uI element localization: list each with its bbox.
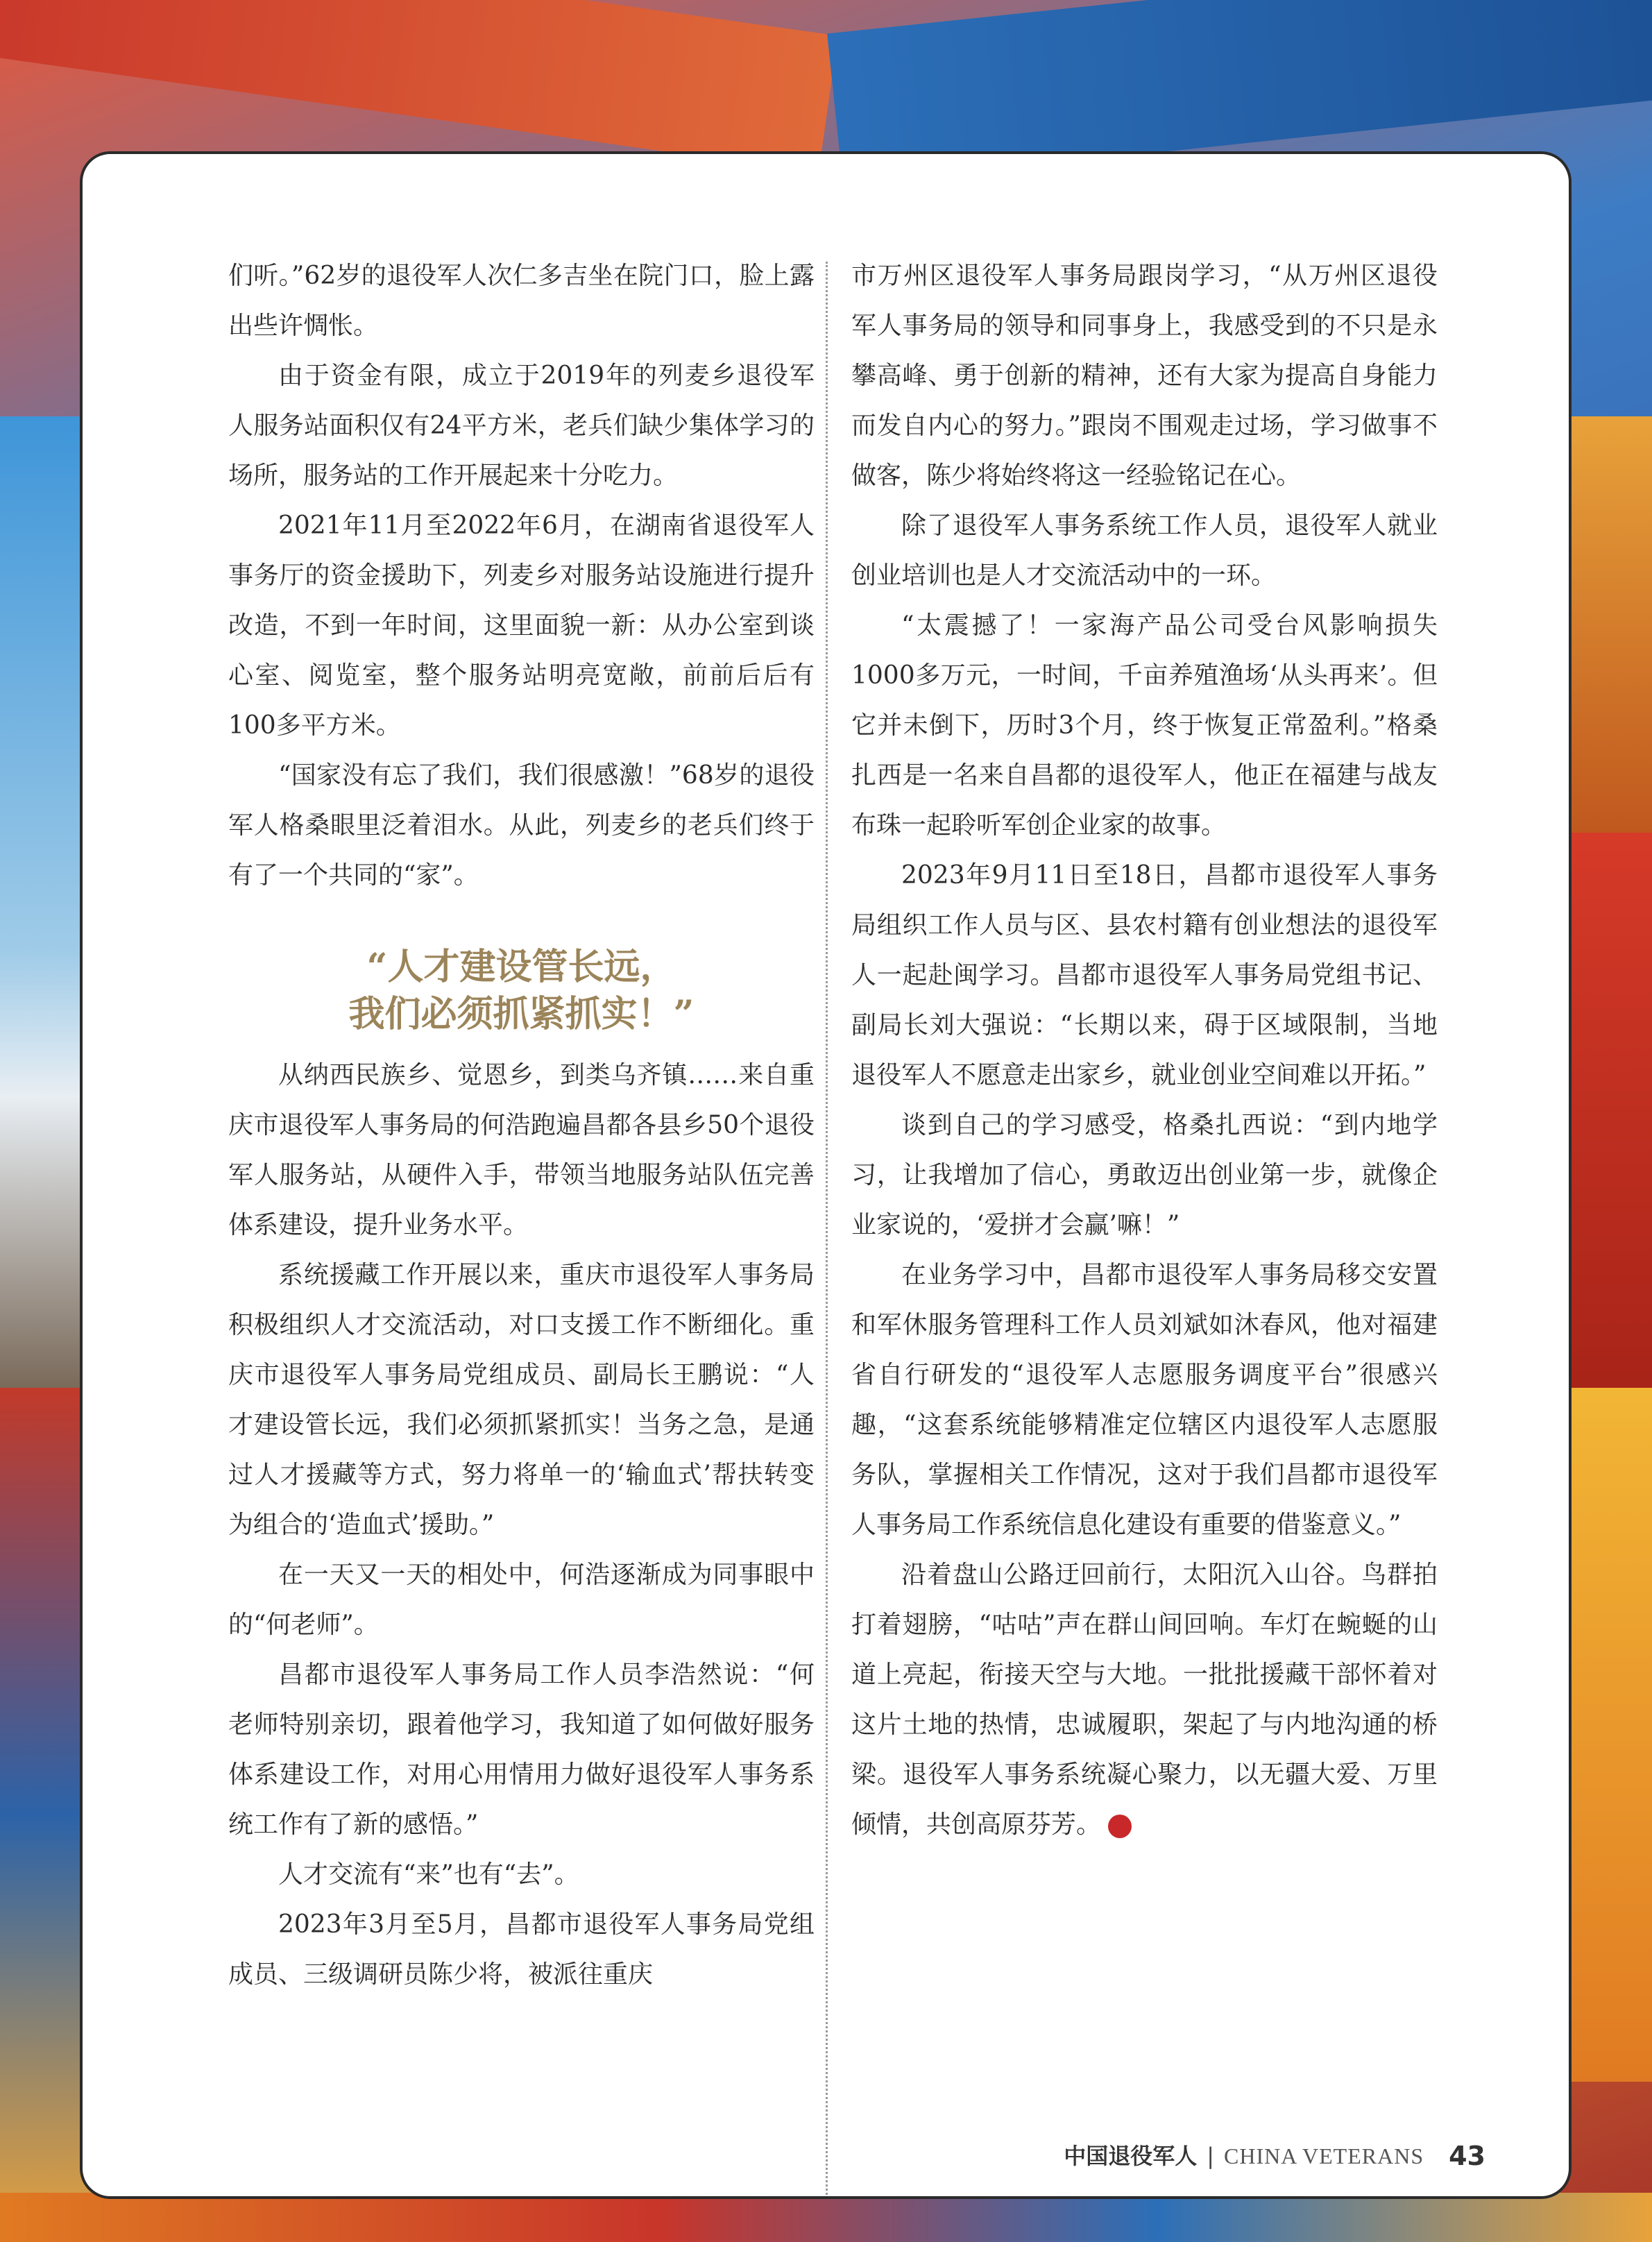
paragraph: 系统援藏工作开展以来，重庆市退役军人事务局积极组织人才交流活动，对口支援工作不断细化。重庆市退役军人事务局党组成员、副局长王鹏说：“人才建设管长远，我们必须抓紧抓实！当务之急，是通过人才援藏等方式，努力将单一的‘输血式’帮扶转变为组合的‘造血式’援助。”	[228, 1261, 815, 1539]
prayer-flag-bottom	[0, 2193, 1652, 2242]
section-heading-line-1: “人才建设管长远，	[366, 946, 676, 988]
paragraph: 人才交流有“来”也有“去”。	[278, 1860, 579, 1889]
paragraph-last	[851, 1550, 1438, 1850]
paragraph-last-text: 沿着盘山公路迂回前行，太阳沉入山谷。鸟群拍打着翅膀，“咕咕”声在群山间回响。车灯在蜿蜒的山道上亮起，衔接天空与大地。一批批援藏干部怀着对这片土地的热情，忠诚履职，架起了与内地沟通的桥梁。退役军人事务系统凝心聚力，以无疆大爱、万里倾情，共创高原芬芳。	[851, 1561, 1438, 1839]
paragraph: 2023年9月11日至18日，昌都市退役军人事务局组织工作人员与区、县农村籍有创业想法的退役军人一起赴闽学习。昌都市退役军人事务局党组书记、副局长刘大强说：“长期以来，碍于区域限制，当地退役军人不愿意走出家乡，就业创业空间难以开拓。”	[851, 861, 1438, 1089]
paragraph: 昌都市退役军人事务局工作人员李浩然说：“何老师特别亲切，跟着他学习，我知道了如何做好服务体系建设工作，对用心用情用力做好退役军人事务系统工作有了新的感悟。”	[228, 1661, 815, 1839]
paragraph: 由于资金有限，成立于2019年的列麦乡退役军人服务站面积仅有24平方米，老兵们缺少集体学习的场所，服务站的工作开展起来十分吃力。	[228, 362, 815, 490]
paragraph: “太震撼了！一家海产品公司受台风影响损失1000多万元，一时间，千亩养殖渔场‘从头再来’。但它并未倒下，历时3个月，终于恢复正常盈利。”格桑扎西是一名来自昌都的退役军人，他正在福建与战友布珠一起聆听军创企业家的故事。	[851, 611, 1438, 840]
prayer-flag-red	[0, 0, 838, 173]
paragraph: 在一天又一天的相处中，何浩逐渐成为同事眼中的“何老师”。	[228, 1561, 815, 1639]
publication-name-en: CHINA VETERANS	[1224, 2143, 1424, 2168]
paragraph: 除了退役军人事务系统工作人员，退役军人就业创业培训也是人才交流活动中的一环。	[851, 511, 1438, 590]
paragraph: 2021年11月至2022年6月，在湖南省退役军人事务厅的资金援助下，列麦乡对服务站设施进行提升改造，不到一年时间，这里面貌一新：从办公室到谈心室、阅览室，整个服务站明亮宽敞，前前后后有100多平方米。	[228, 511, 815, 740]
section-heading-line-2: 我们必须抓紧抓实！”	[348, 993, 695, 1035]
paragraph: 市万州区退役军人事务局跟岗学习，“从万州区退役军人事务局的领导和同事身上，我感受到的不只是永攀高峰、勇于创新的精神，还有大家为提高自身能力而发自内心的努力。”跟岗不围观走过场，学习做事不做客，陈少将始终将这一经验铭记在心。	[851, 262, 1438, 490]
publication-name: 中国退役军人	[1064, 2143, 1198, 2169]
right-column	[851, 251, 1438, 1850]
article-card	[80, 151, 1572, 2199]
paragraph: 从纳西民族乡、觉恩乡，到类乌齐镇……来自重庆市退役军人事务局的何浩跑遍昌都各县乡50个退役军人服务站，从硬件入手，带领当地服务站队伍完善体系建设，提升业务水平。	[228, 1061, 815, 1239]
column-divider	[826, 262, 828, 2199]
page-number: 43	[1449, 2141, 1485, 2171]
footer-separator: |	[1207, 2143, 1215, 2169]
end-mark-icon: V	[1108, 1815, 1132, 1838]
page-footer	[1064, 2135, 1485, 2177]
section-heading	[228, 944, 815, 1038]
paragraph: 们听。”62岁的退役军人次仁多吉坐在院门口，脸上露出些许惆怅。	[228, 262, 815, 340]
left-column	[228, 251, 815, 2000]
paragraph: “国家没有忘了我们，我们很感激！”68岁的退役军人格桑眼里泛着泪水。从此，列麦乡的老兵们终于有了一个共同的“家”。	[228, 761, 815, 890]
paragraph: 谈到自己的学习感受，格桑扎西说：“到内地学习，让我增加了信心，勇敢迈出创业第一步，就像企业家说的，‘爱拼才会赢’嘛！”	[851, 1111, 1438, 1239]
paragraph: 2023年3月至5月，昌都市退役军人事务局党组成员、三级调研员陈少将，被派往重庆	[228, 1910, 815, 1989]
paragraph: 在业务学习中，昌都市退役军人事务局移交安置和军休服务管理科工作人员刘斌如沐春风，他对福建省自行研发的“退役军人志愿服务调度平台”很感兴趣，“这套系统能够精准定位辖区内退役军人志愿服务队，掌握相关工作情况，这对于我们昌都市退役军人事务局工作系统信息化建设有重要的借鉴意义。”	[851, 1261, 1438, 1539]
